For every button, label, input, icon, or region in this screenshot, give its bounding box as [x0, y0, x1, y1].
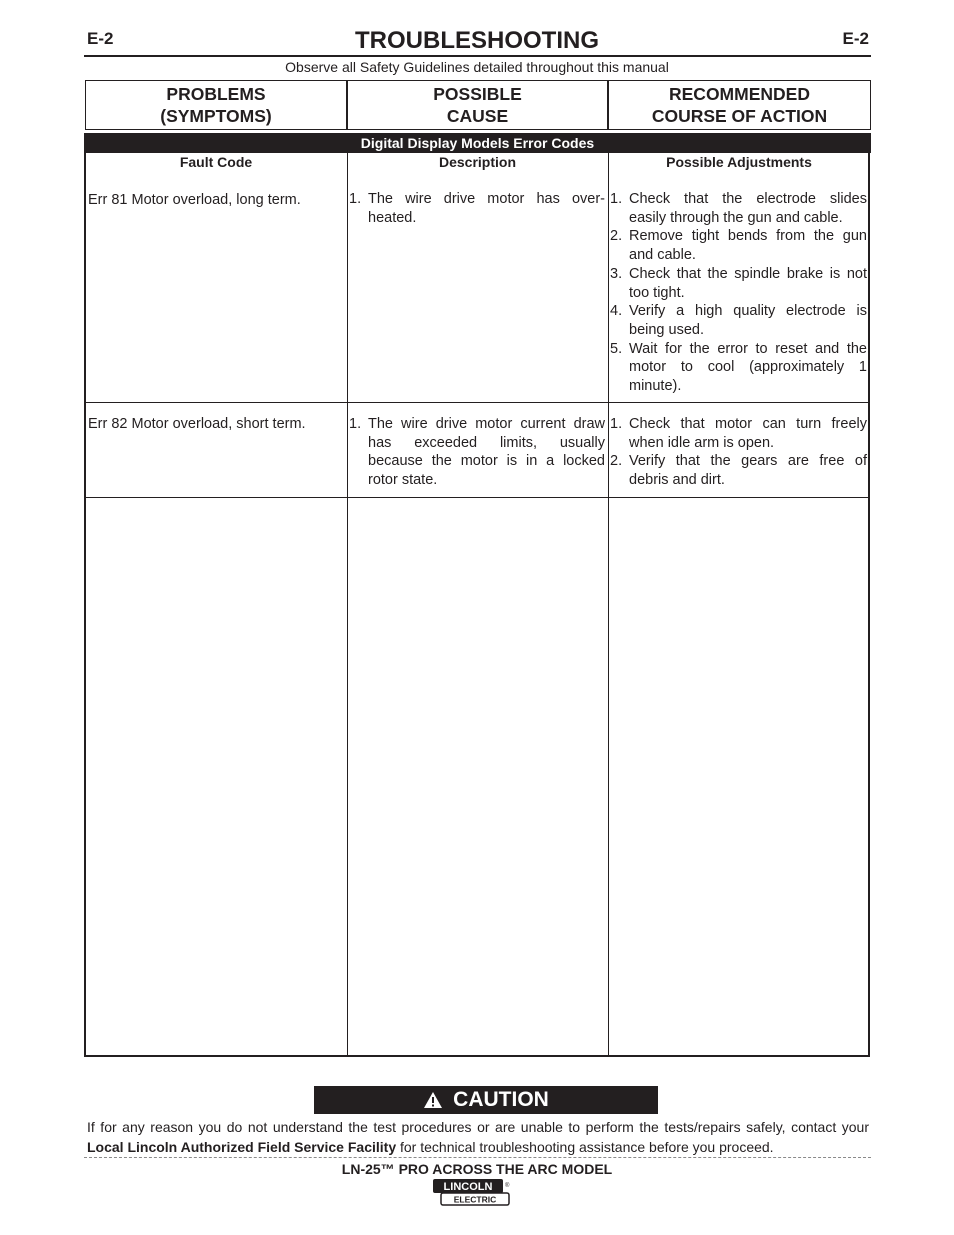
table-divider: [608, 153, 609, 1057]
item-number: 5.: [610, 340, 623, 357]
logo-registered-mark: ®: [505, 1183, 510, 1189]
action-list: [610, 190, 867, 396]
column-header-line: CAUSE: [446, 106, 509, 126]
column-header-line: RECOMMENDED: [669, 84, 810, 104]
item-text: Verify that the gears are free of debris and dirt.: [629, 453, 867, 489]
column-header-cause: [347, 80, 608, 130]
table-border-bottom: [84, 1055, 870, 1057]
page-code-left: E-2: [87, 29, 114, 48]
page-code-right: E-2: [842, 29, 869, 48]
item-number: 1.: [610, 191, 623, 207]
item-number: 2.: [610, 453, 623, 470]
item-number: 1.: [349, 416, 362, 432]
caution-text: [87, 1117, 869, 1157]
caution-text-bold: Local Lincoln Authorized Field Service Facility: [87, 1139, 397, 1155]
logo-top-text: LINCOLN: [443, 1181, 493, 1194]
lincoln-electric-logo: [432, 1178, 512, 1208]
footer-divider: [84, 1157, 871, 1158]
item-number: 1.: [349, 191, 362, 207]
safety-note: Observe all Safety Guidelines detailed throughout this manual: [285, 59, 669, 75]
list-item: [610, 415, 867, 452]
list-item: [610, 227, 867, 264]
caution-label: CAUTION: [453, 1088, 549, 1111]
cause-list: [349, 415, 605, 490]
item-number: 2.: [610, 228, 623, 245]
item-text: Wait for the error to reset and the motor to cool (approximately 1 minute).: [629, 340, 867, 395]
column-header-line: COURSE OF ACTION: [651, 106, 828, 126]
warning-triangle-icon: [423, 1091, 443, 1109]
list-item: [610, 302, 867, 339]
list-item: [610, 265, 867, 302]
caution-banner: [314, 1086, 658, 1114]
list-item: [610, 190, 867, 227]
row-divider: [84, 497, 870, 498]
item-text: Check that the electrode slides easily through the gun and cable.: [629, 191, 867, 226]
column-header-problems: [85, 80, 347, 130]
list-item: [610, 452, 867, 489]
caution-text-lead: If for any reason you do not understand the test procedures or are unable to perform the tests/repairs safely, contact your: [87, 1119, 869, 1135]
item-number: 3.: [610, 265, 623, 282]
column-header-line: POSSIBLE: [433, 84, 522, 104]
table-border-left: [84, 153, 86, 1057]
item-text: Remove tight bends from the gun and cable.: [629, 228, 867, 264]
column-header-line: PROBLEMS: [166, 84, 266, 104]
item-text: The wire drive motor has over-heated.: [368, 191, 605, 226]
item-text: Verify a high quality electrode is being used.: [629, 303, 867, 338]
action-list: [610, 415, 867, 490]
title-rule: [84, 55, 871, 57]
page-title: TROUBLESHOOTING: [355, 27, 599, 54]
table-divider: [347, 153, 348, 1057]
row-divider: [84, 402, 870, 403]
fault-code-err81: Err 81 Motor overload, long term.: [88, 192, 301, 208]
list-item: [610, 340, 867, 396]
column-header-line: (SYMPTOMS): [160, 106, 272, 126]
caution-text-tail: for technical troubleshooting assistance before you proceed.: [396, 1139, 774, 1155]
list-item: [349, 415, 605, 490]
cause-list: [349, 190, 605, 227]
subheader-fault-code: Fault Code: [179, 154, 253, 170]
column-header-action: [608, 80, 871, 130]
footer-model: LN-25™ PRO ACROSS THE ARC MODEL: [341, 1161, 613, 1177]
logo-bottom-text: ELECTRIC: [453, 1194, 497, 1205]
list-item: [349, 190, 605, 227]
table-border-right: [868, 153, 870, 1057]
item-number: 1.: [610, 416, 623, 432]
item-number: 4.: [610, 303, 623, 320]
subheader-adjustments: Possible Adjustments: [666, 154, 812, 170]
item-text: Check that motor can turn freely when idle arm is open.: [629, 416, 867, 451]
item-text: The wire drive motor current draw has exceeded limits, usually because the motor is in a locked rotor state.: [368, 416, 605, 489]
subheader-description: Description: [438, 154, 516, 170]
section-band: Digital Display Models Error Codes: [84, 133, 871, 153]
fault-code-err82: Err 82 Motor overload, short term.: [88, 416, 306, 432]
item-text: Check that the spindle brake is not too tight.: [629, 265, 867, 301]
